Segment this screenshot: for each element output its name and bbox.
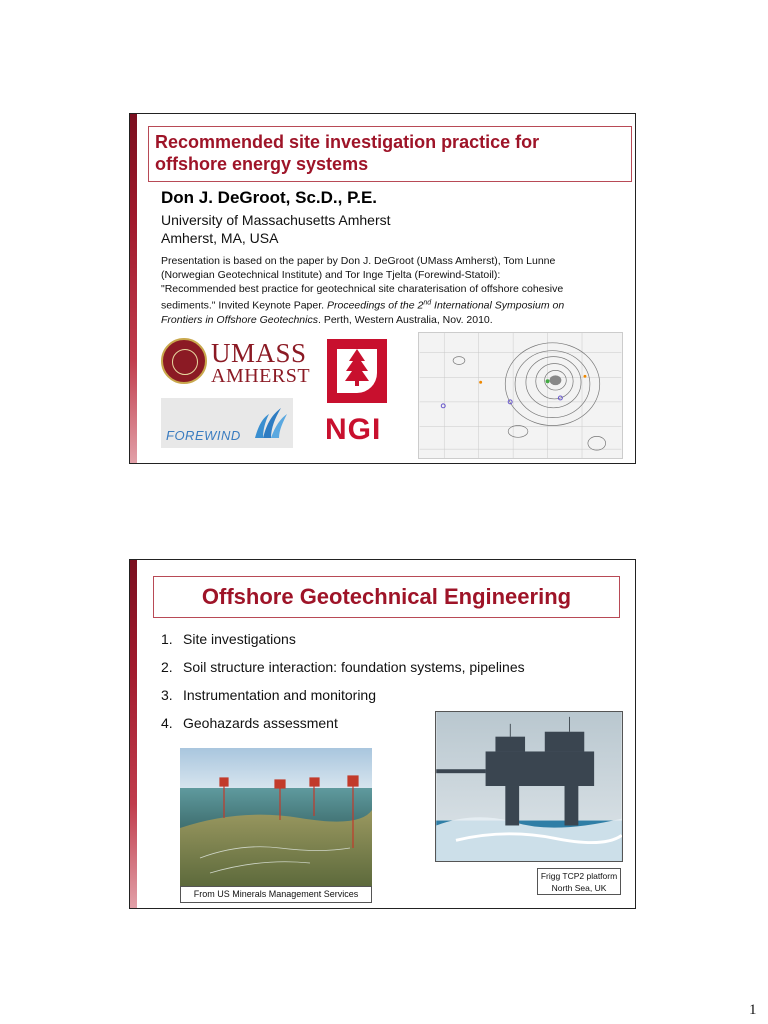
seabed-infrastructure-image: [180, 748, 372, 886]
slide-2-title: Offshore Geotechnical Engineering: [153, 576, 620, 618]
bathymetry-map-image: [418, 332, 623, 459]
author-name: Don J. DeGroot, Sc.D., P.E.: [161, 188, 378, 207]
list-item: 4. Geohazards assessment: [161, 715, 338, 731]
note-line-2: (Norwegian Geotechnical Institute) and Tor Inge Tjelta (Forewind-Statoil):: [161, 269, 501, 281]
note-line-5b: . Perth, Western Australia, Nov. 2010.: [317, 313, 493, 326]
platform-photo-caption: [537, 868, 621, 895]
platform-caption-line-2: North Sea, UK: [551, 883, 607, 893]
list-item: 1. Site investigations: [161, 631, 296, 647]
platform-caption-line-1: Frigg TCP2 platform: [540, 871, 618, 881]
title-line-2: offshore energy systems: [155, 154, 369, 174]
umass-logo-text-2: AMHERST: [211, 365, 311, 387]
affiliation-line-1: University of Massachusetts Amherst: [161, 212, 391, 228]
reference-note: [161, 254, 631, 327]
note-line-1: Presentation is based on the paper by Don J. DeGroot (UMass Amherst), Tom Lunne: [161, 255, 556, 267]
ngi-logo-text: NGI: [325, 413, 382, 446]
list-item: 3. Instrumentation and monitoring: [161, 687, 376, 703]
forewind-logo: [161, 398, 293, 448]
slide-2: [129, 559, 636, 909]
note-line-4b: Proceedings of the 2: [327, 299, 424, 312]
note-line-4a: sediments." Invited Keynote Paper.: [161, 299, 327, 312]
note-line-4d: International Symposium on: [431, 299, 565, 312]
title-line-1: Recommended site investigation practice for: [155, 132, 540, 152]
ngi-logo: [323, 339, 393, 449]
list-item: 2. Soil structure interaction: foundation systems, pipelines: [161, 659, 525, 675]
umass-seal-icon: [161, 338, 207, 384]
note-line-4: [161, 296, 631, 313]
affiliation: [161, 211, 391, 247]
slide-1: [129, 113, 636, 464]
note-line-4c: nd: [423, 299, 432, 306]
ngi-emblem-icon: [327, 339, 387, 403]
forewind-wave-icon: [249, 404, 289, 440]
affiliation-line-2: Amherst, MA, USA: [161, 230, 279, 246]
page-number: 1: [749, 1002, 757, 1018]
note-line-3: "Recommended best practice for geotechnical site charaterisation of offshore cohesive: [161, 283, 564, 295]
note-line-5a: Frontiers in Offshore Geotechnics: [161, 313, 318, 326]
frigg-platform-photo: [435, 711, 623, 862]
slide-accent-bar: [130, 560, 137, 908]
slide-accent-bar: [130, 114, 137, 463]
seabed-image-caption: From US Minerals Management Services: [180, 886, 372, 903]
umass-logo-text-1: UMASS: [211, 338, 307, 368]
forewind-logo-text: FOREWIND: [166, 428, 241, 443]
slide-1-title: [148, 126, 632, 182]
note-line-5: [161, 313, 631, 327]
umass-logo: [161, 338, 311, 388]
